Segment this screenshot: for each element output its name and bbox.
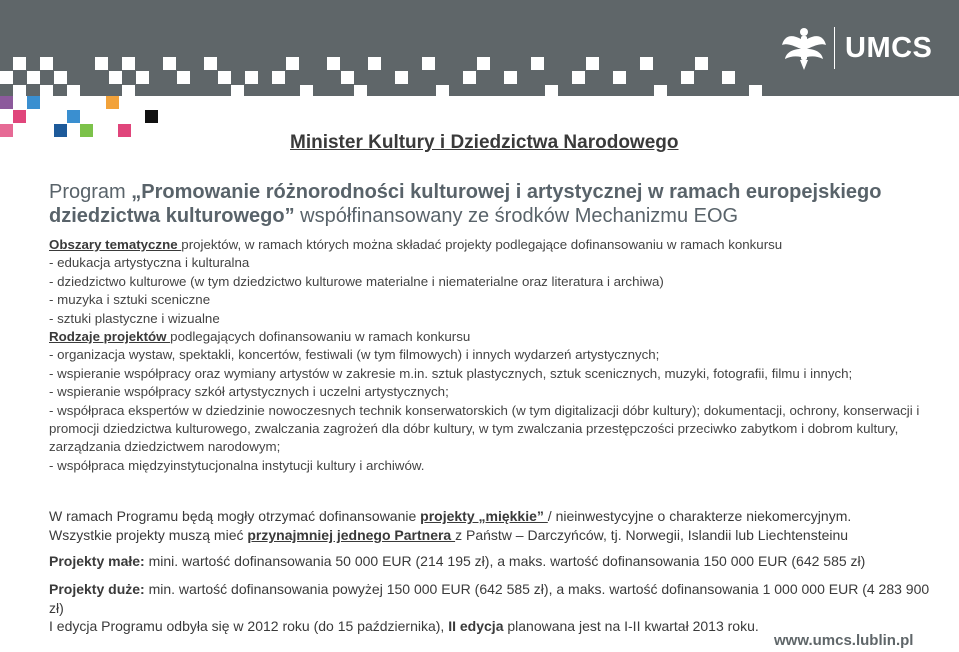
content-block	[49, 236, 939, 475]
logo-divider	[834, 27, 835, 69]
eagle-emblem-icon	[780, 23, 828, 73]
small-projects-label: Projekty małe:	[49, 553, 145, 569]
large-projects	[49, 580, 944, 618]
umcs-logo[interactable]	[780, 22, 932, 74]
list-item: - współpraca międzyinstytucjonalna instytucji kultury i archiwów.	[49, 457, 425, 473]
list-item: - edukacja artystyczna i kulturalna	[49, 255, 250, 271]
list-item: - organizacja wystaw, spektakli, koncertów, festiwali (w tym filmowych) i innych wydarzeń artystycznych;	[49, 347, 660, 363]
funding-block	[49, 507, 939, 545]
footer-url-link[interactable]: www.umcs.lublin.pl	[774, 632, 914, 649]
funding-line-2	[49, 526, 939, 545]
areas-intro	[49, 236, 939, 254]
funding-text: Wszystkie projekty muszą mieć	[49, 527, 248, 543]
edition-highlight: II edycja	[448, 618, 504, 634]
list-item: - wspieranie współpracy szkół artystycznych i uczelni artystycznych;	[49, 384, 449, 400]
soft-projects-highlight: projekty „miękkie”	[420, 508, 548, 524]
program-title	[49, 180, 929, 228]
small-projects	[49, 552, 944, 571]
partner-highlight: przynajmniej jednego Partnera	[247, 527, 456, 543]
funding-text: z Państw – Darczyńców, tj. Norwegii, Islandii lub Liechtensteinu	[455, 527, 849, 543]
types-intro-text: podlegających dofinansowaniu w ramach konkursu	[170, 329, 471, 345]
edition-text: I edycja Programu odbyła się w 2012 roku (do 15 października),	[49, 618, 449, 634]
logo-text: UMCS	[845, 31, 933, 64]
types-intro	[49, 328, 939, 346]
areas-heading: Obszary tematyczne	[49, 237, 182, 252]
edition-text: planowana jest na I-II kwartał 2013 roku.	[503, 618, 759, 634]
program-prefix: Program	[49, 181, 132, 203]
page-title: Minister Kultury i Dziedzictwa Narodowego	[290, 132, 679, 153]
small-projects-text: mini. wartość dofinansowania 50 000 EUR (214 195 zł), a maks. wartość dofinansowania 150 000 EUR (642 585 zł)	[144, 553, 866, 569]
list-item: - sztuki plastyczne i wizualne	[49, 310, 220, 326]
areas-intro-text: projektów, w ramach których można składać projekty podlegające dofinansowaniu w ramach konkursu	[181, 237, 783, 252]
list-item: - dziedzictwo kulturowe (w tym dziedzictwo kulturowe materialne i niematerialne oraz literatura i archiwa)	[49, 273, 664, 289]
large-projects-label: Projekty duże:	[49, 581, 145, 597]
funding-text: W ramach Programu będą mogły otrzymać dofinansowanie	[49, 508, 421, 524]
list-item: - muzyka i sztuki sceniczne	[49, 292, 211, 308]
list-item: - współpraca ekspertów w dziedzinie nowoczesnych technik konserwatorskich (w tym digitalizacji dóbr kultury); dokumentacji, ochrony, konserwacji i promocji dziedzictwa kulturowego, zwalczania zagrożeń dla dóbr kultury, w tym zwalczania przestępczości przeciwko zabytkom i dobrom kultury, zarządzania dziedzictwem narodowym;	[49, 402, 920, 455]
types-heading: Rodzaje projektów	[49, 329, 171, 345]
program-suffix: współfinansowany ze środków Mechanizmu EOG	[294, 205, 739, 227]
program-name: „Promowanie różnorodności kulturowej i artystycznej w ramach europejskiego dziedzictwa kulturowego”	[49, 181, 882, 227]
funding-line-1	[49, 507, 939, 526]
funding-text: / nieinwestycyjne o charakterze niekomercyjnym.	[547, 508, 852, 524]
list-item: - wspieranie współpracy oraz wymiany artystów w zakresie m.in. sztuk plastycznych, sztuk scenicznych, muzyki, fotografii, filmu i innych;	[49, 365, 853, 381]
large-projects-text: min. wartość dofinansowania powyżej 150 000 EUR (642 585 zł), a maks. wartość dofinansowania 1 000 000 EUR (4 283 900 zł)	[49, 581, 930, 616]
